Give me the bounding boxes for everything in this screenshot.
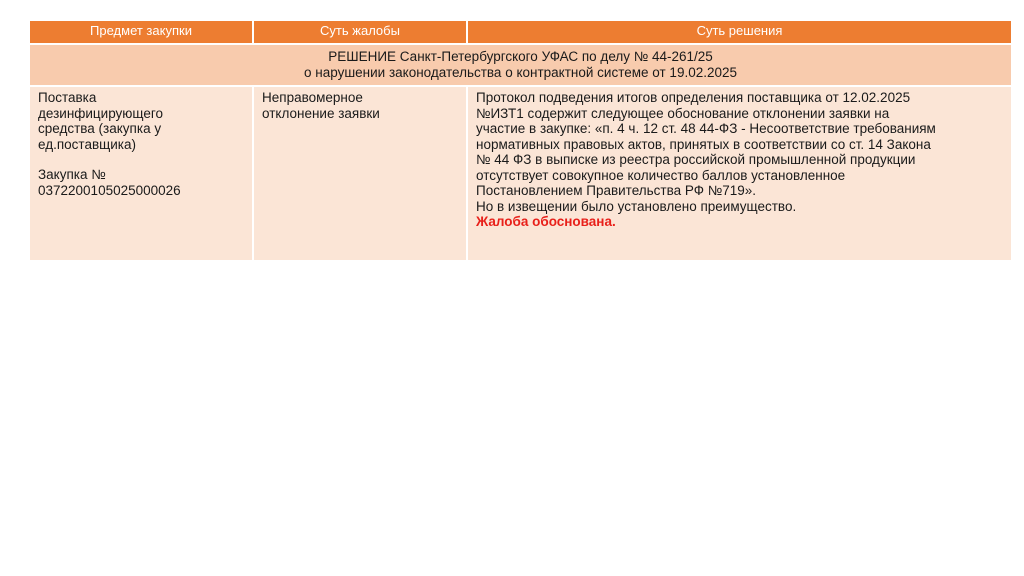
decision-title-cell (29, 44, 1012, 86)
decision-line: №ИЗТ1 содержит следующее обоснование отклонении заявки на (476, 105, 890, 121)
decision-line: Но в извещении было установлено преимущество. (476, 198, 797, 214)
decision-line: участие в закупке: «п. 4 ч. 12 ст. 48 44-ФЗ - Несоответствие требованиям (476, 121, 936, 136)
decision-title-line-1: РЕШЕНИЕ Санкт-Петербургского УФАС по делу № 44-261/25 (328, 49, 713, 64)
decision-line: отсутствует совокупное количество баллов установленное (476, 167, 846, 183)
subject-line: средства (закупка у (38, 121, 162, 136)
spacer (38, 152, 244, 167)
header-procurement-subject: Предмет закупки (29, 20, 253, 44)
subject-line: ед.поставщика) (38, 136, 136, 152)
decision-title-line-2: о нарушении законодательства о контрактной системе от 19.02.2025 (304, 65, 737, 80)
decision-line: Протокол подведения итогов определения поставщика от 12.02.2025 (476, 90, 911, 105)
subject-line: дезинфицирующего (38, 105, 164, 121)
procurement-subject-cell (29, 86, 253, 261)
header-decision-essence: Суть решения (467, 20, 1012, 44)
table-header-row (29, 20, 1012, 44)
header-complaint-essence: Суть жалобы (253, 20, 467, 44)
decision-essence-cell (467, 86, 1012, 261)
verdict-text: Жалоба обоснована. (476, 214, 616, 229)
decision-line: Постановлением Правительства РФ №719». (476, 183, 757, 198)
complaint-table (28, 19, 1013, 262)
complaint-line: отклонение заявки (262, 105, 380, 121)
procurement-number: 0372200105025000026 (38, 182, 181, 198)
complaint-essence-cell (253, 86, 467, 261)
complaint-line: Неправомерное (262, 90, 363, 105)
subject-line: Поставка (38, 90, 97, 105)
decision-line: нормативных правовых актов, принятых в соответствии со ст. 14 Закона (476, 136, 931, 152)
decision-title-row (29, 44, 1012, 86)
decision-line: № 44 ФЗ в выписке из реестра российской промышленной продукции (476, 152, 916, 167)
procurement-number-label: Закупка № (38, 167, 106, 182)
table-row (29, 86, 1012, 261)
